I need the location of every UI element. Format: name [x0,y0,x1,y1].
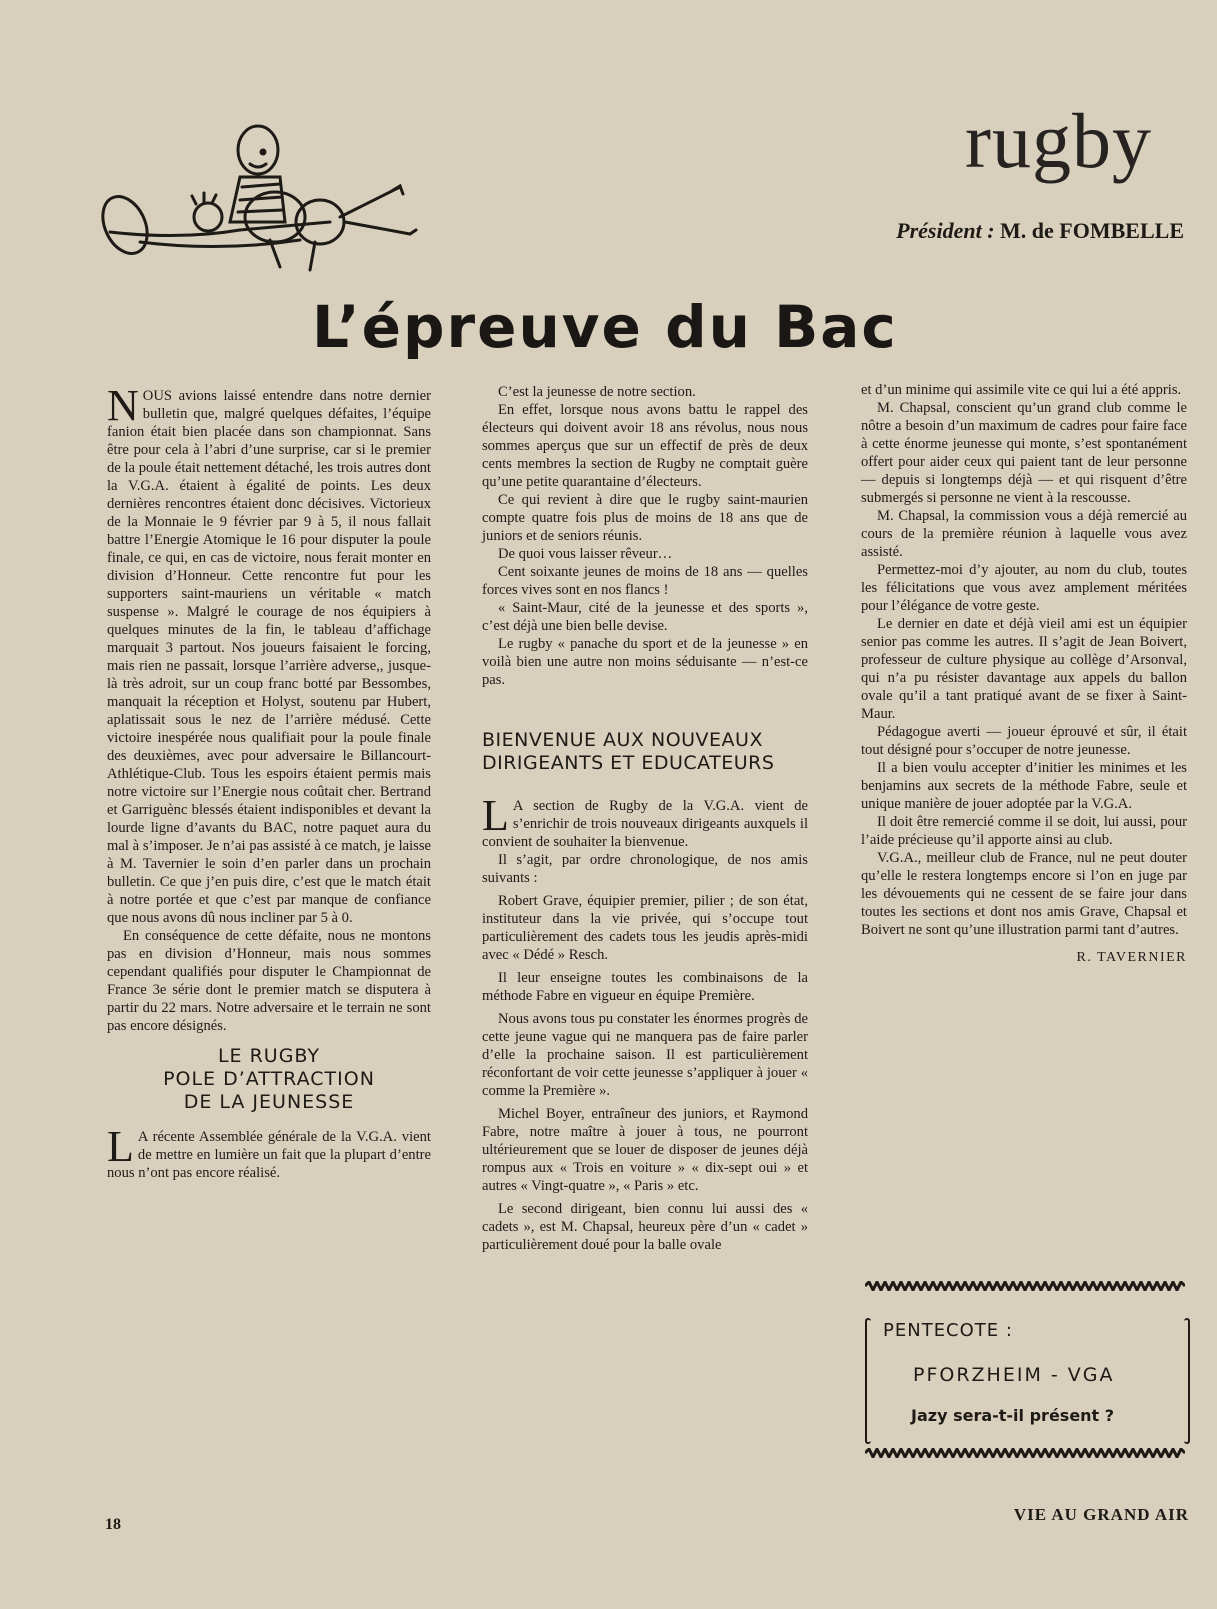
paragraph: Nous avons tous pu constater les énormes progrès de cette jeune vague qui ne manquera pas de faire parler d’elle la prochaine saison. Il est particulièrement réconfortant de voir cette jeunesse s’appliquer à jouer « comme la Première ». [482,1011,808,1099]
paragraph: M. Chapsal, conscient qu’un grand club comme le nôtre a besoin d’un maximum de cadres pour faire face à cette énorme jeunesse qui monte, s’est spontanément offert pour aider ceux qui paient tant de leur personne — depuis si longtemps déjà — et qui risquent d’être submergés si personne ne vient à la rescousse. [861,400,1187,506]
paragraph: M. Chapsal, la commission vous a déjà remercié au cours de la première réunion à laquelle vous avez assisté. [861,508,1187,560]
subheading-rugby-pole [107,1045,431,1114]
president-line [896,218,1184,244]
left-bracket [865,1318,871,1444]
president-name: M. de FOMBELLE [1000,218,1184,243]
paragraph [107,381,431,927]
paragraph: C’est la jeunesse de notre section. [498,384,696,400]
announcement-match: PFORZHEIM - VGA [913,1364,1115,1386]
article-column-2 [482,383,808,1254]
subheading-line: DE LA JEUNESSE [183,1091,355,1113]
paragraph [482,791,808,851]
subheading-bienvenue [482,729,808,775]
right-bracket [1184,1318,1190,1444]
zigzag-rule-bottom [865,1448,1185,1458]
rugby-players-illustration [100,122,425,277]
announcement-title: PENTECOTE : [883,1320,1013,1341]
subheading-line: LE RUGBY [217,1045,321,1067]
paragraph-text: A récente Assemblée générale de la V.G.A. vient de mettre en lumière un fait que la plupart d’entre nous n’ont pas encore réalisé. [107,1129,431,1181]
paragraph: Il s’agit, par ordre chronologique, de nos amis suivants : [482,852,808,886]
paragraph: Il a bien voulu accepter d’initier les minimes et les benjamins aux secrets de la méthode Fabre, seule et unique manière de jouer adoptée par la V.G.A. [861,760,1187,812]
paragraph: Le rugby « panache du sport et de la jeunesse » en voilà bien une autre non moins séduisante — n’est-ce pas. [482,636,808,688]
main-headline: L’épreuve du Bac [312,293,898,361]
paragraph: V.G.A., meilleur club de France, nul ne peut douter qu’elle le restera longtemps encore si l’on en juge par les dévouements qui ne cessent de se faire jour dans toutes les sections et dont nos amis Grave, Chapsal et Boivert ne sont qu’une illustration parmi tant d’autres. [861,850,1187,938]
announcement-question: Jazy sera-t-il présent ? [911,1406,1115,1425]
zigzag-rule-top [865,1281,1185,1291]
subheading-line: POLE D’ATTRACTION [163,1068,375,1090]
paragraph: Pédagogue averti — joueur éprouvé et sûr, il était tout désigné pour s’occuper de notre jeunesse. [861,724,1187,758]
paragraph: En conséquence de cette défaite, nous ne montons pas en division d’Honneur, mais nous sommes cependant qualifiés pour disputer le Championnat de France 3e série dont le premier match se disputera à partir du 22 mars. Notre adversaire et le terrain ne sont pas encore désignés. [107,928,431,1034]
article-column-1 [107,381,431,1182]
announcement-box [865,1318,1190,1440]
paragraph [107,1122,431,1182]
paragraph: Il doit être remercié comme il se doit, lui aussi, pour l’aide précieuse qu’il apporte ainsi au club. [861,814,1187,848]
paragraph-text: A section de Rugby de la V.G.A. vient de s’enrichir de trois nouveaux dirigeants auxquels il convient de souhaiter la bienvenue. [482,798,808,850]
paragraph: Robert Grave, équipier premier, pilier ; de son état, instituteur dans la vie privée, qui s’occupe tout particulièrement des cadets tous les jeudis après-midi avec « Dédé » Resch. [482,893,808,963]
drop-cap: N [107,381,139,430]
paragraph: De quoi vous laisser rêveur… [498,546,673,562]
paragraph: et d’un minime qui assimile vite ce qui lui a été appris. [861,382,1182,398]
paragraph: Le second dirigeant, bien connu lui aussi des « cadets », est M. Chapsal, heureux père d’un « cadet » particulièrement doué pour la balle ovale [482,1201,808,1253]
publication-name: VIE AU GRAND AIR [1013,1505,1189,1524]
paragraph: Cent soixante jeunes de moins de 18 ans — quelles forces vives sont en nos flancs ! [482,564,808,598]
paragraph: En effet, lorsque nous avons battu le rappel des électeurs qui doivent avoir 18 ans révolus, nous nous sommes aperçus que sur un effectif de près de deux cents membres la section de Rugby ne comptait guère qu’une petite quarantaine d’électeurs. [482,402,808,490]
subheading-line: DIRIGEANTS ET EDUCATEURS [482,752,775,774]
paragraph: Michel Boyer, entraîneur des juniors, et Raymond Fabre, notre maître à jouer à tous, ne pourront ultérieurement que se louer de disposer de jeunes déjà rompus aux « Trois en voiture » « dix-sept oui » et autres « Vingt-quatre », « Paris » etc. [482,1106,808,1194]
page-number: 18 [105,1516,121,1533]
paragraph: Le dernier en date et déjà vieil ami est un équipier senior pas comme les autres. Il s’agit de Jean Boivert, professeur de culture physique au collège d’Arsonval, qui n’a pu résister davantage aux appels du ballon ovale qu’il a tant pratiqué avant de se fixer à Saint-Maur. [861,616,1187,722]
drop-cap: L [482,791,509,840]
paragraph: Ce qui revient à dire que le rugby saint-maurien compte quatre fois plus de moins de 18 ans que de juniors et de seniors réunis. [482,492,808,544]
drop-cap: L [107,1122,134,1171]
paragraph: Il leur enseigne toutes les combinaisons de la méthode Fabre en vigueur en équipe Première. [482,970,808,1004]
paragraph-text: OUS avions laissé entendre dans notre dernier bulletin que, malgré quelques défaites, l’équipe fanion était bien placée dans son championnat. Sans être pour cela à l’abri d’une surprise, car si le premier de la poule était nettement détaché, les trois autres dont la V.G.A. étaient à égalité de points. Les deux dernières rencontres étaient donc décisives. Victorieux de la Monnaie le 9 février par 9 à 5, il nous fallait battre l’Energie Atomique le 16 pour disputer la poule finale, ce qui, en cas de victoire, nous ferait monter en division d’Honneur. Cette rencontre fut pour les supporters saint-mauriens un véritable « match suspense ». Malgré le courage de nos équipiers à quelques minutes de la fin, le tableau d’affichage marquait 3 partout. Nos joueurs faisaient le forcing, mais rien ne passait, lorsque l’arrière adverse,, jusque-là très adroit, sur un coup franc botté par Bessombes, manquait la réception et Holyst, soutenu par Hubert, aplatissait sous le nez de l’arrière médusé. Cette victoire inespérée nous qualifiait pour la poule finale des deuxièmes, avec pour adversaire le Billancourt-Athlétique-Club. Tous les espoirs étaient permis mais notre victoire sur l’Energie nous coûtait cher. Bertrand et Garriguènc blessés étaient indisponibles et devant la lourde ligne d’avants du BAC, notre paquet aura du mal à s’imposer. Je n’ai pas assisté à ce match, je laisse à M. Tavernier le soin d’en parler dans un prochain bulletin. Ce que j’en puis dire, c’est que le match était à notre portée et que c’est par manque de confiance que nous avons dû nous incliner par 5 à 0. [107,388,431,926]
author-signature: R. TAVERNIER [1076,950,1187,965]
section-title: rugby [965,97,1152,184]
president-label: Président : [896,218,995,243]
subheading-line: BIENVENUE AUX NOUVEAUX [482,729,763,751]
paragraph: « Saint-Maur, cité de la jeunesse et des sports », c’est déjà une bien belle devise. [482,600,808,634]
paragraph: Permettez-moi d’y ajouter, au nom du club, toutes les félicitations que vous avez amplement méritées pour l’élégance de votre geste. [861,562,1187,614]
article-column-3 [861,381,1187,967]
